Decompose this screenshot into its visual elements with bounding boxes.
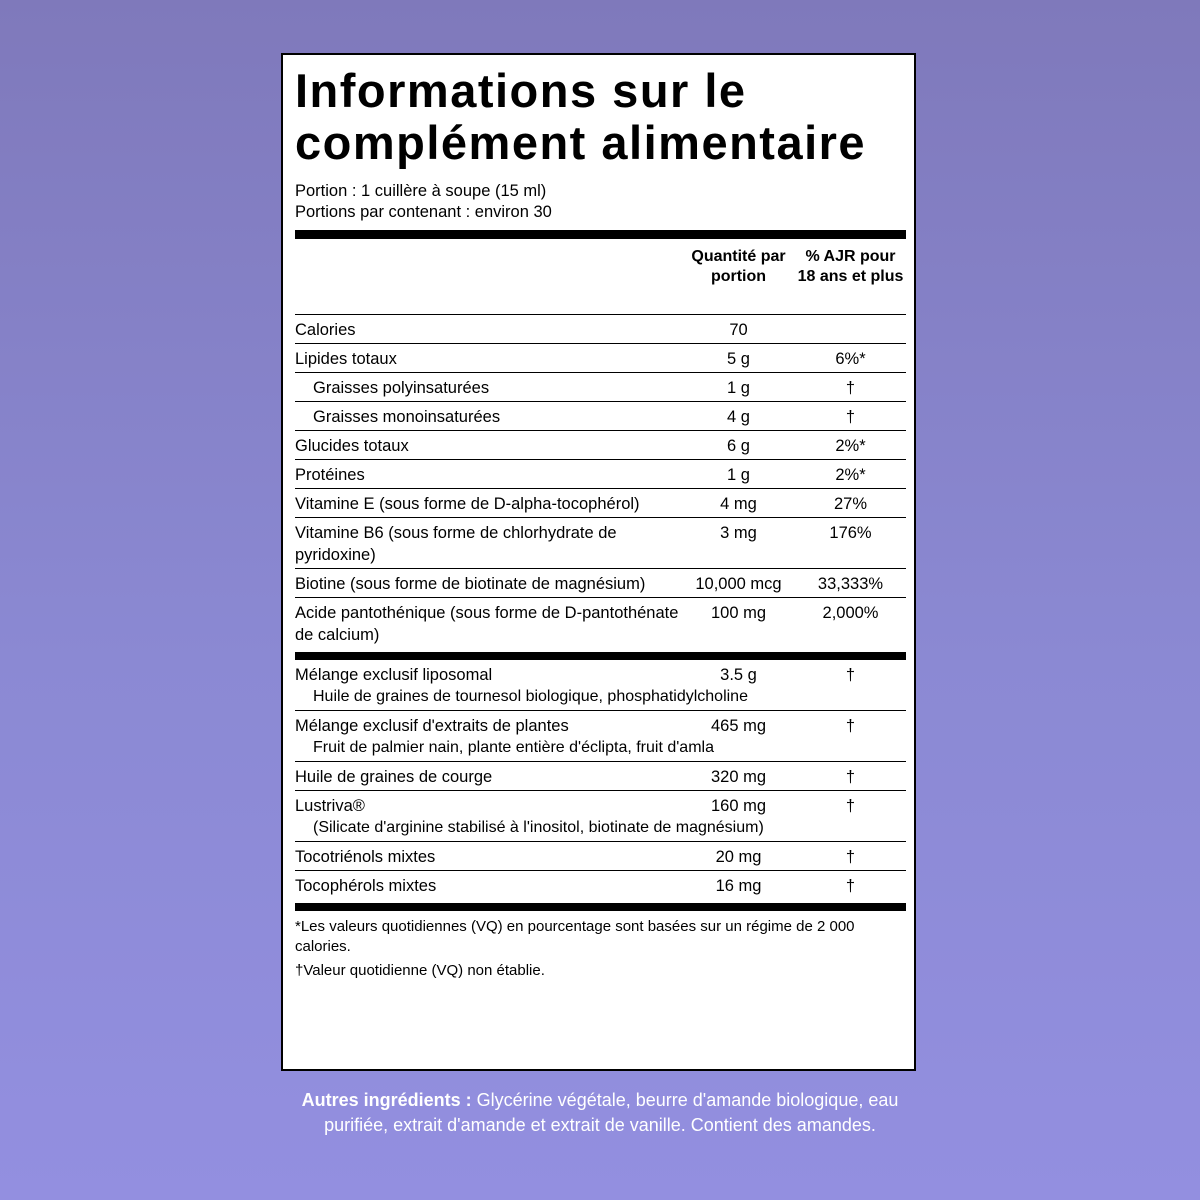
blend-amount: 320 mg bbox=[710, 768, 767, 786]
header-dv: % AJR pour 18 ans et plus bbox=[797, 248, 904, 285]
nutrient-row bbox=[295, 569, 906, 598]
other-ingredients bbox=[270, 1088, 930, 1138]
nutrient-row bbox=[295, 598, 906, 648]
nutrient-name: Protéines bbox=[295, 466, 365, 484]
nutrient-row bbox=[295, 460, 906, 489]
blend-dv: † bbox=[845, 848, 856, 866]
nutrient-dv: † bbox=[845, 408, 856, 426]
servings-per-container: Portions par contenant : environ 30 bbox=[295, 203, 552, 221]
blend-name: Tocophérols mixtes bbox=[295, 877, 437, 895]
nutrient-amount: 4 mg bbox=[720, 495, 757, 513]
nutrient-name: Lipides totaux bbox=[295, 350, 397, 368]
title-line-2: complément alimentaire bbox=[295, 116, 867, 169]
blend-name: Lustriva® bbox=[295, 797, 365, 815]
blend-ingredients: Fruit de palmier nain, plante entière d'éclipta, fruit d'amla bbox=[313, 739, 714, 756]
blend-name: Tocotriénols mixtes bbox=[295, 848, 436, 866]
nutrient-amount: 10,000 mcg bbox=[695, 575, 782, 593]
blend-dv: † bbox=[845, 768, 856, 786]
blend-dv: † bbox=[845, 877, 856, 895]
blend-row bbox=[295, 791, 906, 842]
title-line-1: Informations sur le bbox=[295, 64, 747, 117]
nutrient-amount: 1 g bbox=[727, 466, 750, 484]
nutrient-dv: 2%* bbox=[835, 466, 866, 484]
nutrient-name: Vitamine E (sous forme de D-alpha-tocophérol) bbox=[295, 495, 640, 513]
nutrient-name: Glucides totaux bbox=[295, 437, 409, 455]
panel-title bbox=[295, 65, 906, 169]
blend-ingredients: (Silicate d'arginine stabilisé à l'inositol, biotinate de magnésium) bbox=[313, 819, 764, 836]
blend-amount: 3.5 g bbox=[720, 666, 757, 684]
blend-amount: 16 mg bbox=[715, 877, 762, 895]
nutrient-row bbox=[295, 489, 906, 518]
nutrient-name: Acide pantothénique (sous forme de D-pantothénate de calcium) bbox=[295, 604, 679, 644]
nutrient-dv: 2,000% bbox=[822, 604, 879, 622]
blend-row bbox=[295, 842, 906, 871]
nutrient-dv: 33,333% bbox=[817, 575, 884, 593]
footnote-dagger: †Valeur quotidienne (VQ) non établie. bbox=[295, 962, 545, 979]
nutrients-list bbox=[295, 315, 906, 648]
nutrient-dv: 27% bbox=[833, 495, 868, 513]
nutrient-name: Calories bbox=[295, 321, 356, 339]
footnote-dv: *Les valeurs quotidiennes (VQ) en pourcentage sont basées sur un régime de 2 000 calories. bbox=[295, 918, 855, 955]
blend-name: Mélange exclusif d'extraits de plantes bbox=[295, 717, 569, 735]
nutrient-name: Biotine (sous forme de biotinate de magnésium) bbox=[295, 575, 646, 593]
blend-dv: † bbox=[845, 797, 856, 815]
header-amount: Quantité par portion bbox=[691, 248, 786, 285]
nutrient-row bbox=[295, 373, 906, 402]
nutrient-name: Graisses monoinsaturées bbox=[313, 408, 501, 426]
thick-divider bbox=[295, 903, 906, 911]
nutrient-dv: 176% bbox=[829, 524, 872, 542]
nutrient-dv: 6%* bbox=[835, 350, 866, 368]
nutrient-row bbox=[295, 344, 906, 373]
nutrient-row bbox=[295, 431, 906, 460]
nutrient-row bbox=[295, 518, 906, 569]
nutrient-amount: 5 g bbox=[727, 350, 750, 368]
blend-name: Mélange exclusif liposomal bbox=[295, 666, 493, 684]
nutrient-dv bbox=[795, 319, 906, 341]
blends-list bbox=[295, 660, 906, 899]
nutrient-amount: 100 mg bbox=[710, 604, 767, 622]
nutrient-dv: 2%* bbox=[835, 437, 866, 455]
thick-divider bbox=[295, 652, 906, 660]
nutrient-amount: 1 g bbox=[727, 379, 750, 397]
blend-name: Huile de graines de courge bbox=[295, 768, 493, 786]
other-ingredients-text: Glycérine végétale, beurre d'amande biologique, eau purifiée, extrait d'amande et extrait de vanille. Contient des amandes. bbox=[324, 1090, 899, 1135]
nutrient-amount: 3 mg bbox=[720, 524, 757, 542]
nutrient-amount: 4 g bbox=[727, 408, 750, 426]
blend-amount: 465 mg bbox=[710, 717, 767, 735]
nutrient-dv: † bbox=[845, 379, 856, 397]
supplement-facts-panel bbox=[281, 53, 916, 1071]
nutrient-amount: 6 g bbox=[727, 437, 750, 455]
blend-dv: † bbox=[845, 666, 856, 684]
other-ingredients-label: Autres ingrédients : bbox=[301, 1090, 472, 1110]
blend-amount: 160 mg bbox=[710, 797, 767, 815]
blend-row bbox=[295, 871, 906, 899]
blend-dv: † bbox=[845, 717, 856, 735]
serving-info bbox=[295, 181, 906, 223]
blend-row bbox=[295, 762, 906, 791]
nutrient-name: Graisses polyinsaturées bbox=[313, 379, 490, 397]
blend-amount: 20 mg bbox=[715, 848, 762, 866]
nutrient-name: Vitamine B6 (sous forme de chlorhydrate de pyridoxine) bbox=[295, 524, 617, 564]
nutrient-row bbox=[295, 315, 906, 344]
footnotes bbox=[295, 917, 906, 981]
table-header bbox=[295, 239, 906, 315]
blend-row bbox=[295, 660, 906, 711]
header-empty bbox=[295, 239, 682, 314]
thick-divider bbox=[295, 230, 906, 239]
nutrient-amount: 70 bbox=[729, 321, 748, 339]
blend-ingredients: Huile de graines de tournesol biologique, phosphatidylcholine bbox=[313, 688, 748, 705]
nutrient-row bbox=[295, 402, 906, 431]
serving-size: Portion : 1 cuillère à soupe (15 ml) bbox=[295, 182, 547, 200]
blend-row bbox=[295, 711, 906, 762]
